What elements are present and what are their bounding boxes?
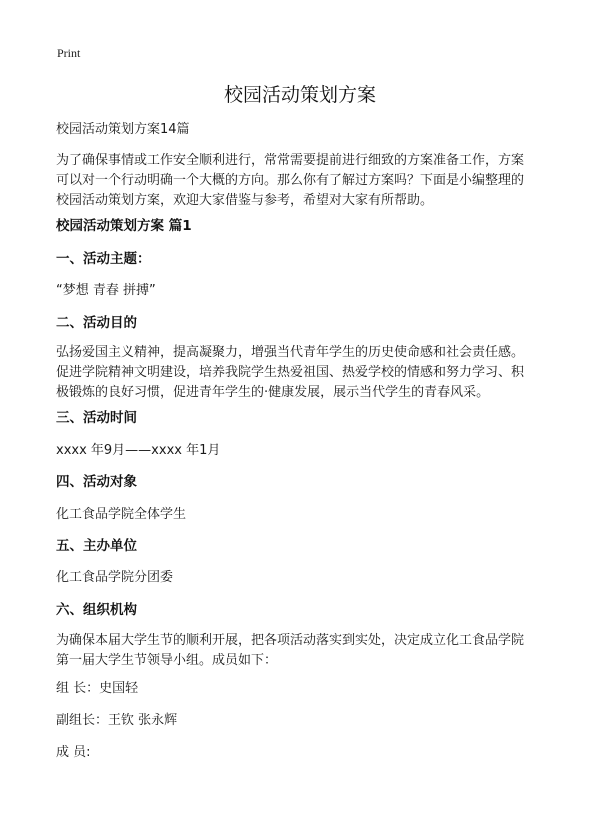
section-title: 校园活动策划方案 篇1 — [56, 218, 192, 234]
heading-purpose: 二、活动目的 — [56, 315, 137, 331]
member-leader: 组 长：史国轻 — [56, 681, 139, 696]
heading-time: 三、活动时间 — [56, 410, 137, 426]
members-label: 成 员: — [56, 745, 91, 760]
document-title: 校园活动策划方案 — [223, 84, 376, 106]
body-purpose: 弘扬爱国主义精神，提高凝聚力，增强当代青年学生的历史使命感和社会责任感。 促进学院精神文明建设，培养我院学生热爱祖国、热爱学校的情感和努力学习、积 极锻炼的良好习惯，促进青年学生的·健康发展，展示当代学生的青春风采。 — [56, 345, 525, 400]
body-organization: 为确保本届大学生节的顺利开展，把各项活动落实到实处，决定成立化工食品学院 第一届大学生节领导小组。成员如下： — [56, 633, 525, 668]
heading-organizer: 五、主办单位 — [56, 538, 137, 554]
heading-theme: 一、活动主题： — [56, 251, 151, 267]
body-time: xxxx 年9月——xxxx 年1月 — [56, 443, 221, 458]
body-target: 化工食品学院全体学生 — [56, 507, 187, 522]
heading-target: 四、活动对象 — [56, 474, 137, 490]
heading-organization: 六、组织机构 — [56, 602, 137, 618]
body-theme: “梦想 青春 拼搏” — [56, 283, 156, 298]
document-subtitle: 校园活动策划方案14篇 — [56, 122, 190, 137]
body-organizer: 化工食品学院分团委 — [56, 570, 174, 585]
print-label: Print — [57, 46, 81, 60]
member-deputy: 副组长：王钦 张永辉 — [56, 713, 178, 728]
intro-paragraph: 为了确保事情或工作安全顺利进行，常常需要提前进行细致的方案准备工作，方案 可以对一个行动明确一个大概的方向。那么你有了解过方案吗？下面是小编整理的 校园活动策划方案，欢迎大家借鉴与参考，希望对大家有所帮助。 — [56, 153, 525, 208]
